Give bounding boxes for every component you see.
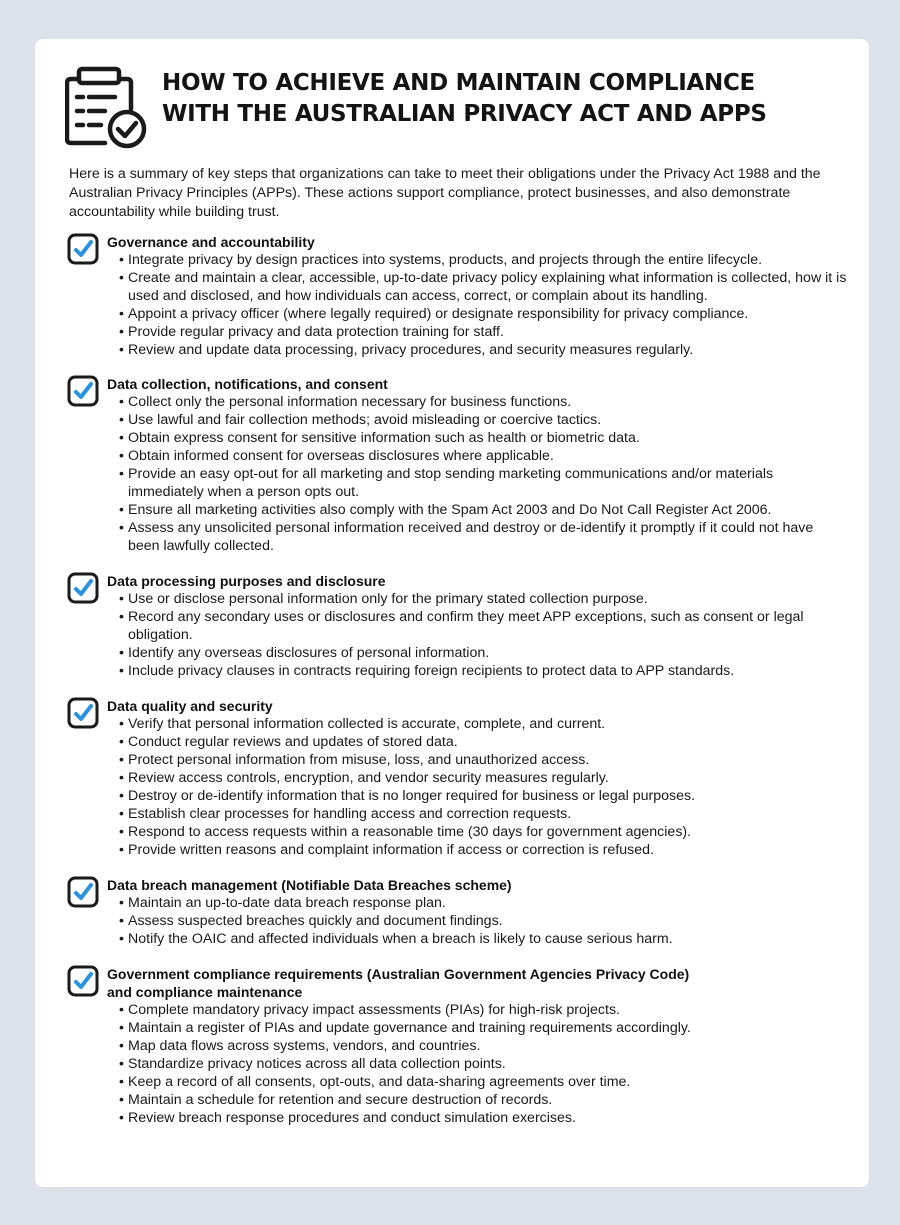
list-item: • Use or disclose personal information only for the primary stated collection purpose.	[107, 590, 847, 608]
section-title	[107, 375, 847, 393]
list-item: • Protect personal information from misuse, loss, and unauthorized access.	[107, 751, 847, 769]
list-item: • Map data flows across systems, vendors, and countries.	[107, 1037, 847, 1055]
list-item: • Integrate privacy by design practices into systems, products, and projects through the entire lifecycle.	[107, 251, 847, 269]
list-item: • Use lawful and fair collection methods; avoid misleading or coercive tactics.	[107, 411, 847, 429]
header	[65, 65, 855, 155]
list-item: • Ensure all marketing activities also comply with the Spam Act 2003 and Do Not Call Register Act 2006.	[107, 501, 847, 519]
list-item: • Obtain informed consent for overseas disclosures where applicable.	[107, 447, 847, 465]
intro-paragraph: Here is a summary of key steps that organizations can take to meet their obligations under the Privacy Act 1988 and the Australian Privacy Principles (APPs). These actions support compliance, protect businesses, and also demonstrate accountability while building trust.	[69, 166, 821, 220]
bullet-list	[107, 715, 847, 859]
list-item: • Create and maintain a clear, accessible, up-to-date privacy policy explaining what information is collected, how it is used and disclosed, and how individuals can access, correct, or complain about its handling.	[107, 269, 847, 305]
section-title-text: Data quality and security	[107, 698, 273, 714]
checkbox-checked-icon	[67, 233, 99, 265]
checklist-section	[67, 876, 847, 948]
list-item: • Identify any overseas disclosures of personal information.	[107, 644, 847, 662]
checkbox-checked-icon	[67, 876, 99, 908]
bullet-list	[107, 590, 847, 680]
section-title-text: Data collection, notifications, and consent	[107, 376, 388, 392]
list-item: • Review access controls, encryption, and vendor security measures regularly.	[107, 769, 847, 787]
list-item: • Review breach response procedures and conduct simulation exercises.	[107, 1109, 847, 1127]
list-item: • Maintain an up-to-date data breach response plan.	[107, 894, 847, 912]
list-item: • Maintain a schedule for retention and secure destruction of records.	[107, 1091, 847, 1109]
section-title-text: Data processing purposes and disclosure	[107, 573, 386, 589]
list-item: • Establish clear processes for handling access and correction requests.	[107, 805, 847, 823]
section-title-text-line-2: and compliance maintenance	[107, 984, 303, 1000]
list-item: • Record any secondary uses or disclosures and confirm they meet APP exceptions, such as consent or legal obligation.	[107, 608, 847, 644]
checklist-section	[67, 572, 847, 680]
checklist-section	[67, 375, 847, 555]
list-item: • Provide written reasons and complaint information if access or correction is refused.	[107, 841, 847, 859]
bullet-list	[107, 393, 847, 555]
checklist-section	[67, 697, 847, 859]
section-title-text: Governance and accountability	[107, 234, 315, 250]
checklist-section	[67, 965, 847, 1127]
section-title	[107, 233, 847, 251]
list-item: • Include privacy clauses in contracts requiring foreign recipients to protect data to APP standards.	[107, 662, 847, 680]
title-line-2: WITH THE AUSTRALIAN PRIVACY ACT AND APPS	[162, 101, 767, 127]
checkbox-checked-icon	[67, 375, 99, 407]
section-title-text: Data breach management (Notifiable Data Breaches scheme)	[107, 877, 512, 893]
list-item: • Obtain express consent for sensitive information such as health or biometric data.	[107, 429, 847, 447]
list-item: • Notify the OAIC and affected individuals when a breach is likely to cause serious harm.	[107, 930, 847, 948]
page-title	[162, 68, 767, 130]
checkbox-checked-icon	[67, 697, 99, 729]
checklist-section	[67, 233, 847, 359]
list-item: • Complete mandatory privacy impact assessments (PIAs) for high-risk projects.	[107, 1001, 847, 1019]
list-item: • Provide regular privacy and data protection training for staff.	[107, 323, 847, 341]
bullet-list	[107, 251, 847, 359]
list-item: • Respond to access requests within a reasonable time (30 days for government agencies).	[107, 823, 847, 841]
list-item: • Provide an easy opt-out for all marketing and stop sending marketing communications and/or materials immediately when a person opts out.	[107, 465, 847, 501]
list-item: • Destroy or de-identify information that is no longer required for business or legal purposes.	[107, 787, 847, 805]
list-item: • Review and update data processing, privacy procedures, and security measures regularly.	[107, 341, 847, 359]
list-item: • Keep a record of all consents, opt-outs, and data-sharing agreements over time.	[107, 1073, 847, 1091]
list-item: • Assess suspected breaches quickly and document findings.	[107, 912, 847, 930]
list-item: • Maintain a register of PIAs and update governance and training requirements accordingly.	[107, 1019, 847, 1037]
list-item: • Assess any unsolicited personal information received and destroy or de-identify it promptly if it could not have been lawfully collected.	[107, 519, 847, 555]
list-item: • Conduct regular reviews and updates of stored data.	[107, 733, 847, 751]
list-item: • Appoint a privacy officer (where legally required) or designate responsibility for privacy compliance.	[107, 305, 847, 323]
section-title	[107, 965, 847, 1001]
checkbox-checked-icon	[67, 965, 99, 997]
title-line-1: HOW TO ACHIEVE AND MAINTAIN COMPLIANCE	[162, 70, 755, 96]
bullet-list	[107, 1001, 847, 1127]
list-item: • Standardize privacy notices across all data collection points.	[107, 1055, 847, 1073]
section-title	[107, 876, 847, 894]
bullet-list	[107, 894, 847, 948]
section-title	[107, 697, 847, 715]
section-title	[107, 572, 847, 590]
list-item: • Verify that personal information collected is accurate, complete, and current.	[107, 715, 847, 733]
sections	[67, 233, 847, 1127]
checkbox-checked-icon	[67, 572, 99, 604]
section-title-text: Government compliance requirements (Australian Government Agencies Privacy Code)	[107, 966, 690, 982]
list-item: • Collect only the personal information necessary for business functions.	[107, 393, 847, 411]
document-card	[35, 39, 869, 1187]
clipboard-check-icon	[65, 65, 149, 149]
